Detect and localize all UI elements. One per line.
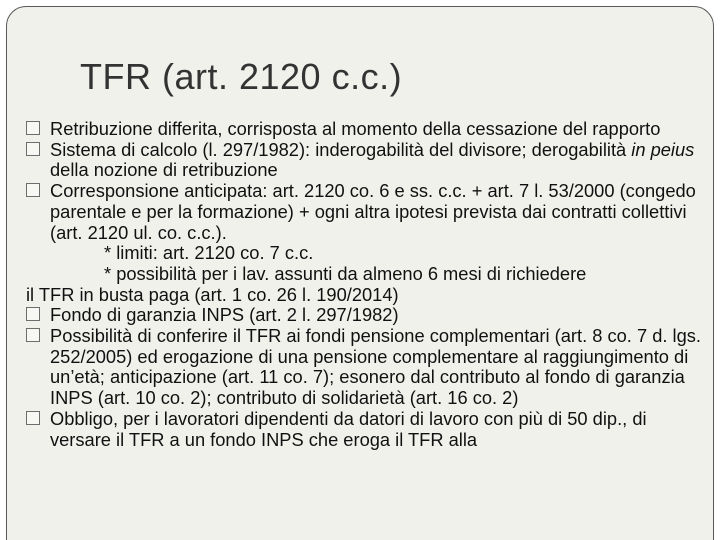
sub-note-limiti: * limiti: art. 2120 co. 7 c.c.: [104, 242, 314, 264]
bullet-text: Fondo di garanzia INPS (art. 2 l. 297/1982): [50, 304, 399, 326]
bullet-text-italic: in peius: [631, 138, 695, 160]
checkbox-bullet-icon: [26, 142, 40, 156]
bullet-item-obbligo: [26, 409, 706, 450]
checkbox-bullet-icon: [26, 328, 40, 342]
bullet-item-retribuzione: [26, 119, 706, 140]
bullet-item-sistema-calcolo: [26, 140, 706, 181]
checkbox-bullet-icon: [26, 307, 40, 321]
bullet-text: Corresponsione anticipata: art. 2120 co. 6 e ss. c.c. + art. 7 l. 53/2000 (congedo parentale e per la formazione) + ogni altra ipotesi prevista dai contratti collettivi (art. 2120 ul. co. c.c.).: [50, 180, 696, 243]
bullet-text: Obbligo, per i lavoratori dipendenti da datori di lavoro con più di 50 dip., di versare il TFR a un fondo INPS che eroga il TFR alla: [50, 407, 647, 450]
sub-note-busta-paga-start: * possibilità per i lav. assunti da almeno 6 mesi di richiedere: [104, 262, 587, 284]
bullet-text: Retribuzione differita, corrisposta al momento della cessazione del rapporto: [50, 118, 661, 139]
bullet-text: Possibilità di conferire il TFR ai fondi pensione complementari (art. 8 co. 7 d. lgs. 252/2005) ed erogazione di una pensione complementare al raggiungimento di un’età; anticipazione (art. 11 co. 7); esonero dal contributo al fondo di garanzia INPS (art. 10 co. 2); contributo di solidarietà (art. 16 co. 2): [50, 325, 701, 409]
sub-note-busta-paga-rest: il TFR in busta paga (art. 1 co. 26 l. 190/2014): [26, 283, 399, 305]
slide-title: TFR (art. 2120 c.c.): [80, 56, 403, 97]
bullet-list: [26, 119, 706, 450]
bullet-item-corresponsione: [26, 181, 706, 243]
bullet-item-fondi-pensione: [26, 326, 706, 409]
bullet-text: della nozione di retribuzione: [50, 159, 278, 181]
checkbox-bullet-icon: [26, 121, 40, 135]
checkbox-bullet-icon: [26, 183, 40, 197]
bullet-text: Sistema di calcolo (l. 297/1982): inderogabilità del divisore; derogabilità: [50, 138, 632, 160]
bullet-item-fondo-garanzia: [26, 305, 706, 326]
checkbox-bullet-icon: [26, 411, 40, 425]
